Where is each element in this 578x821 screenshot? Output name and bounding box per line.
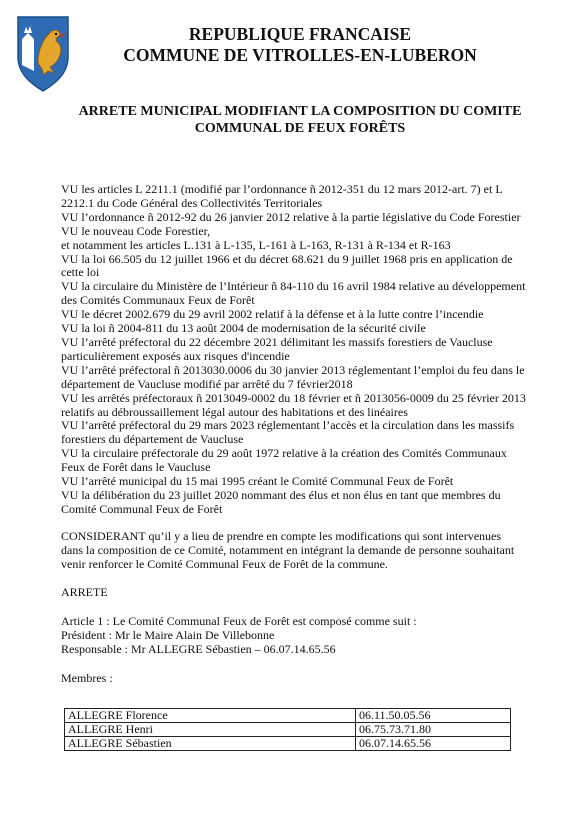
article-1 xyxy=(61,615,526,657)
table-row xyxy=(65,709,511,723)
member-phone: 06.07.14.65.56 xyxy=(356,737,511,751)
visa-item: VU le nouveau Code Forestier, xyxy=(61,223,211,238)
document-header xyxy=(100,24,500,66)
title-line-2: COMMUNAL DE FEUX FORÊTS xyxy=(194,121,406,136)
article-1-intro: Article 1 : Le Comité Communal Feux de Forêt est composé comme suit : xyxy=(61,614,417,629)
visa-item: VU les arrêtés préfectoraux ñ 2013049-0002 du 18 février et ñ 2013056-0009 du 25 février 2013 relatifs au débroussaillement légal autour des habitations et des linéaires xyxy=(61,390,526,419)
member-phone: 06.11.50.05.56 xyxy=(356,709,511,723)
visas-list xyxy=(61,183,526,517)
visa-item: VU l’arrêté préfectoral ñ 2013030.0006 du 30 janvier 2013 réglementant l’emploi du feu dans le département de Vaucluse modifié par arrêté du 7 février2018 xyxy=(61,362,525,391)
visa-item: VU l’arrêté municipal du 15 mai 1995 créant le Comité Communal Feux de Forêt xyxy=(61,474,454,489)
visa-item: VU le décret 2002.679 du 29 avril 2002 relatif à la défense et à la lutte contre l’incendie xyxy=(61,307,484,322)
article-1-president: Président : Mr le Maire Alain De Villebonne xyxy=(61,628,275,643)
member-name: ALLEGRE Sébastien xyxy=(65,737,356,751)
header-country: REPUBLIQUE FRANCAISE xyxy=(188,24,412,44)
header-commune: COMMUNE DE VITROLLES-EN-LUBERON xyxy=(123,45,477,65)
visa-item: VU l’arrêté préfectoral du 22 décembre 2021 délimitant les massifs forestiers de Vaucluse particulièrement exposés aux risques d'incendie xyxy=(61,334,493,363)
members-label: Membres : xyxy=(61,671,113,686)
considerant-paragraph: CONSIDERANT qu’il y a lieu de prendre en compte les modifications qui sont intervenues dans la composition de ce Comité, notamment en intégrant la demande de personne souhaitant venir renforcer le Comité Communal Feux de Forêt de la commune. xyxy=(61,528,515,571)
title-line-1: ARRETE MUNICIPAL MODIFIANT LA COMPOSITION DU COMITE xyxy=(78,104,522,119)
visa-item: VU l’arrêté préfectoral du 29 mars 2023 réglementant l’accès et la circulation dans les massifs forestiers du département de Vaucluse xyxy=(61,418,515,447)
document-title xyxy=(40,103,560,137)
visa-item: et notamment les articles L.131 à L-135, L-161 à L-163, R-131 à R-134 et R-163 xyxy=(61,237,451,252)
visa-item: VU la circulaire du Ministère de l’Intérieur ñ 84-110 du 16 avril 1984 relative au développement des Comités Communaux Feux de Forêt xyxy=(61,279,526,308)
visa-item: VU la loi 66.505 du 12 juillet 1966 et du décret 68.621 du 9 juillet 1968 pris en application de cette loi xyxy=(61,251,513,280)
article-1-responsable: Responsable : Mr ALLEGRE Sébastien – 06.07.14.65.56 xyxy=(61,642,336,657)
member-name: ALLEGRE Henri xyxy=(65,723,356,737)
table-row xyxy=(65,737,511,751)
visa-item: VU la circulaire préfectorale du 29 août 1972 relative à la création des Comités Communaux Feux de Forêt dans le Vaucluse xyxy=(61,446,507,475)
member-name: ALLEGRE Florence xyxy=(65,709,356,723)
arrete-heading: ARRETE xyxy=(61,585,108,600)
member-phone: 06.75.73.71.80 xyxy=(356,723,511,737)
visa-item: VU les articles L 2211.1 (modifié par l’ordonnance ñ 2012-351 du 12 mars 2012-art. 7) et L 2212.1 du Code Général des Collectivités Territoriales xyxy=(61,182,503,210)
table-row xyxy=(65,723,511,737)
members-table xyxy=(64,708,511,751)
document-body xyxy=(61,183,526,686)
municipal-crest-icon xyxy=(14,13,72,93)
visa-item: VU la délibération du 23 juillet 2020 nommant des élus et non élus en tant que membres du Comité Communal Feux de Forêt xyxy=(61,487,501,516)
visa-item: VU l’ordonnance ñ 2012-92 du 26 janvier 2012 relative à la partie législative du Code Forestier xyxy=(61,209,521,224)
visa-item: VU la loi ñ 2004-811 du 13 août 2004 de modernisation de la sécurité civile xyxy=(61,321,426,336)
